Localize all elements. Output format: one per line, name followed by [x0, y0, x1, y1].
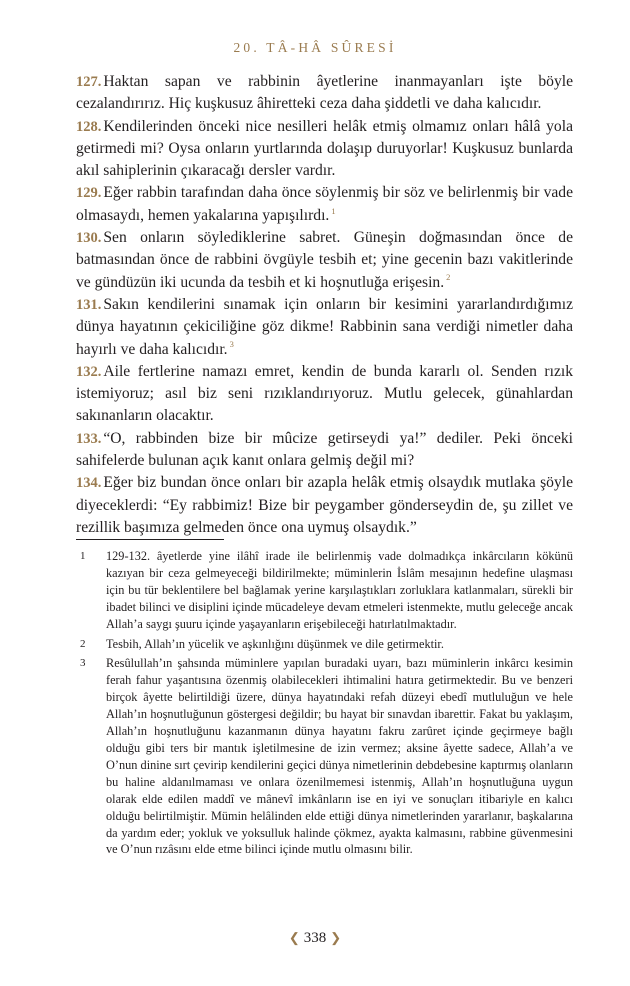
footnote-ref[interactable]: 2: [446, 272, 451, 283]
verse-number: 129.: [76, 185, 102, 202]
verse-133: [76, 428, 573, 473]
footnote-divider: [76, 539, 224, 540]
page-number-footer: [0, 930, 630, 947]
verse-text: Eğer biz bundan önce onları bir azapla helâk etmiş olsaydık mutlaka şöyle diyeceklerdi: “Ey rabbimiz! Bize bir peygamber gönderseydin de, şu zillet ve rezillik başımıza gelmeden önce ona uymuş olsaydık.”: [76, 474, 573, 536]
footnote-text: Resûlullah’ın şahsında müminlere yapılan buradaki uyarı, bazı müminlerin inkârcı kesimin ferah fahur yaşantısına özenmiş olabilecekleri ihtimalini hatıra getirmektedir. Bu ve benzeri birçok âyette belirtildiği üzere, dünya hayatındaki refah düzeyi ebedî mutluluğun ve hele Allah’ın hoşnutluğunun göstergesi değildir; bu hayat bir sınavdan ibarettir. Fakat bu yaklaşım, Allah’ın hoşnutluğunu kazanmanın dünya hayatını fakru zarûret içinde geçirmeye bağlı olduğu gibi ters bir mantık işletilmesine de izin vermez; aksine âyette sadece, Allah’a ve O’nun dinine sırt çevirip kendilerini geçici dünya nimetlerinin debdebesine kaptırmış olanların bu haline aldanılmaması ve onlara özenilmemesi istenmiş, Allah’ın hoşnutluğuna uygun olarak elde edilen maddî ve mânevî imkânların ise en iyi ve sonuçları itibariyle en kalıcı olduğu belirtilmiştir. Mümin helâlinden elde ettiği dünya nimetlerinden yararlanır, başkalarına da yardım eder; yokluk ve yoksulluk halinde çökmez, ayakta kalmasını, rabbine güvenmesini ve O’nun rızâsını elde etme bilinci içinde mutlu olmasını bilir.: [106, 656, 573, 857]
verse-number: 132.: [76, 363, 102, 380]
footnote-text: 129-132. âyetlerde yine ilâhî irade ile belirlenmiş vade dolmadıkça inkârcıların kökünü kazıyan bir ceza gelmeyeceği bildirilmekte; müminlerin İslâm mesajının hedefine ulaşması için bu tür beklentilere bel bağlamak yerine karşılaştıkları zorluklara katlanmaları, sürekli bir ibadet bilinci ve disiplini içinde mücadeleye devam etmeleri istenmekte, mutlu geleceğe ancak Allah’a saygı şuuru içinde yaşayanların erişebileceği hatırlatılmaktadır.: [106, 549, 573, 631]
page-number: 338: [303, 930, 327, 946]
footnote-1: [76, 548, 573, 633]
verse-134: [76, 472, 573, 539]
verse-block: [76, 71, 573, 539]
verse-text: Kendilerinden önceki nice nesilleri helâk etmiş olmamız onları hâlâ yola getirmedi mi? Oysa onların yurtlarında dolaşıp duruyorlar! Kuşkusuz bunlarda akıl sahiplerinin çıkaracağı dersler vardır.: [76, 117, 573, 180]
footnote-3: [76, 655, 573, 858]
footnote-text: Tesbih, Allah’ın yücelik ve aşkınlığını düşünmek ve dile getirmektir.: [106, 636, 444, 651]
verse-text: Eğer rabbin tarafından daha önce söylenmiş bir söz ve belirlenmiş bir vade olmasaydı, hemen yakalarına yapışılırdı.: [76, 184, 573, 224]
verse-number: 131.: [76, 296, 102, 313]
verse-132: [76, 361, 573, 428]
footnotes: [76, 548, 573, 861]
verse-text: Sen onların söylediklerine sabret. Güneşin doğmasından önce de batmasından önce de rabbini övgüyle tesbih et; yine gecenin bazı vakitlerinde ve gündüzün iki ucunda da tesbih et ki hoşnutluğa erişesin.: [76, 229, 573, 291]
footnote-number: 1: [80, 550, 86, 562]
verse-128: [76, 116, 573, 183]
ornament-right-icon: ❯: [330, 930, 342, 945]
verse-number: 127.: [76, 74, 102, 90]
verse-text: Aile fertlerine namazı emret, kendin de bunda kararlı ol. Senden rızık istemiyoruz; asıl biz seni rızıklandırıyoruz. Mutlu gelecek, günahlardan sakınanların olacaktır.: [76, 362, 573, 425]
footnote-number: 2: [80, 637, 86, 650]
verse-text: Sakın kendilerini sınamak için onların bir kesimini yararlandırdığımız dünya hayatının çekiciliğine göz dikme! Rabbinin sana verdiği nimetler daha hayırlı ve daha kalıcıdır.: [76, 295, 573, 358]
verse-number: 130.: [76, 230, 102, 247]
footnote-2: [76, 636, 573, 653]
running-head: 20. TÂ-HÂ SÛRESİ: [233, 40, 397, 55]
footnote-ref[interactable]: 3: [229, 339, 234, 350]
verse-127: [76, 71, 573, 116]
verse-129: [76, 182, 573, 227]
verse-number: 134.: [76, 475, 102, 492]
ornament-left-icon: ❮: [288, 930, 300, 945]
footnote-ref[interactable]: 1: [331, 205, 336, 216]
verse-text: “O, rabbinden bize bir mûcize getirseydi ya!” dediler. Peki önceki sahifelerde bulunan açık kanıt onlara gelmiş değil mi?: [76, 429, 573, 470]
verse-number: 128.: [76, 118, 102, 135]
verse-text: Haktan sapan ve rabbinin âyetlerine inanmayanları işte böyle cezalandırırız. Hiç kuşkusuz âhiretteki ceza daha şiddetli ve daha kalıcıdır.: [76, 73, 573, 113]
verse-131: [76, 294, 573, 361]
verse-number: 133.: [76, 430, 102, 447]
footnote-number: 3: [80, 657, 86, 670]
verse-130: [76, 227, 573, 294]
